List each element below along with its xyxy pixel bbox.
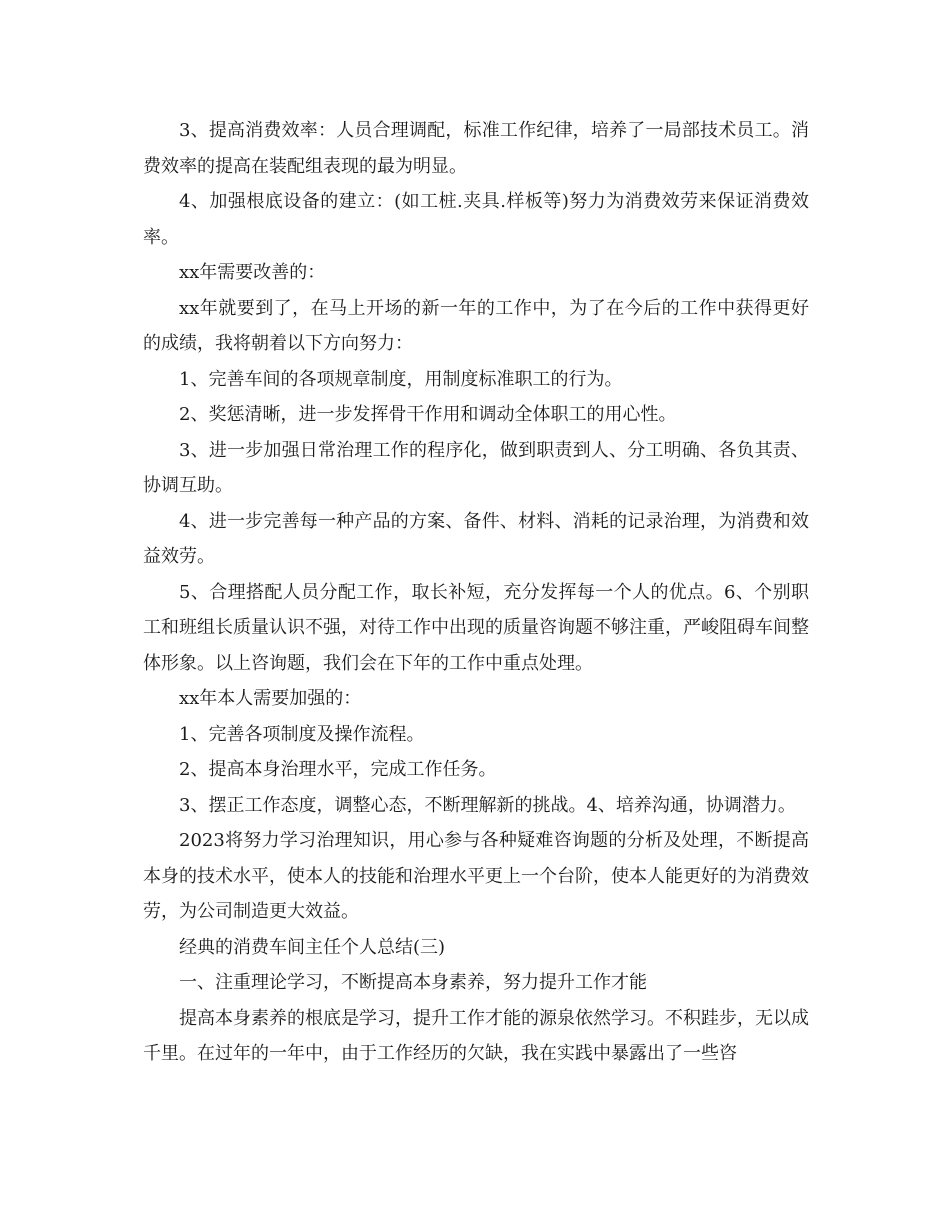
paragraph-new-year-intro: xx年就要到了，在马上开场的新一年的工作中，为了在今后的工作中获得更好的成绩，我将朝着以下方向努力： (143, 297, 809, 354)
paragraph-efficiency: 3、提高消费效率：人员合理调配，标准工作纪律，培养了一局部技术员工。消费效率的提高在装配组表现的最为明显。 (143, 120, 809, 177)
paragraph-2023-goals: 2023将努力学习治理知识，用心参与各种疑难咨询题的分析及处理，不断提高本身的技术水平，使本人的技能和治理水平更上一个台阶，使本人能更好的为消费效劳，为公司制造更大效益。 (143, 830, 809, 922)
paragraph-learning: 提高本身素养的根底是学习，提升工作才能的源泉依然学习。不积跬步，无以成千里。在过年的一年中，由于工作经历的欠缺，我在实践中暴露出了一些咨 (143, 1007, 809, 1064)
list-item-staffing: 5、合理搭配人员分配工作，取长补短，充分发挥每一个人的优点。6、个别职工和班组长质量认识不强，对待工作中出现的质量咨询题不够注重，严峻阻碍车间整体形象。以上咨询题，我们会在下年的工作中重点处理。 (143, 581, 809, 674)
heading-self-improvement: xx年本人需要加强的： (179, 688, 362, 709)
paragraph-equipment: 4、加强根底设备的建立：(如工桩.夹具.样板等)努力为消费效劳来保证消费效率。 (143, 191, 809, 248)
list-item-attitude: 3、摆正工作态度，调整心态，不断理解新的挑战。4、培养沟通，协调潜力。 (179, 794, 796, 816)
list-item-procedures: 1、完善各项制度及操作流程。 (179, 723, 425, 745)
list-item-records: 4、进一步完善每一种产品的方案、备件、材料、消耗的记录治理，为消费和效益效劳。 (143, 510, 809, 567)
section-title: 经典的消费车间主任个人总结(三) (179, 936, 446, 958)
list-item-rewards: 2、奖惩清晰，进一步发挥骨干作用和调动全体职工的用心性。 (179, 404, 677, 425)
document-body (143, 113, 809, 1072)
list-item-rules: 1、完善车间的各项规章制度，用制度标准职工的行为。 (179, 368, 623, 390)
list-item-management-level: 2、提高本身治理水平，完成工作任务。 (179, 759, 497, 780)
subsection-title: 一、注重理论学习，不断提高本身素养，努力提升工作才能 (179, 972, 647, 993)
heading-improvements: xx年需要改善的： (179, 262, 326, 283)
list-item-daily-management: 3、进一步加强日常治理工作的程序化，做到职责到人、分工明确、各负其责、协调互助。 (143, 439, 809, 496)
